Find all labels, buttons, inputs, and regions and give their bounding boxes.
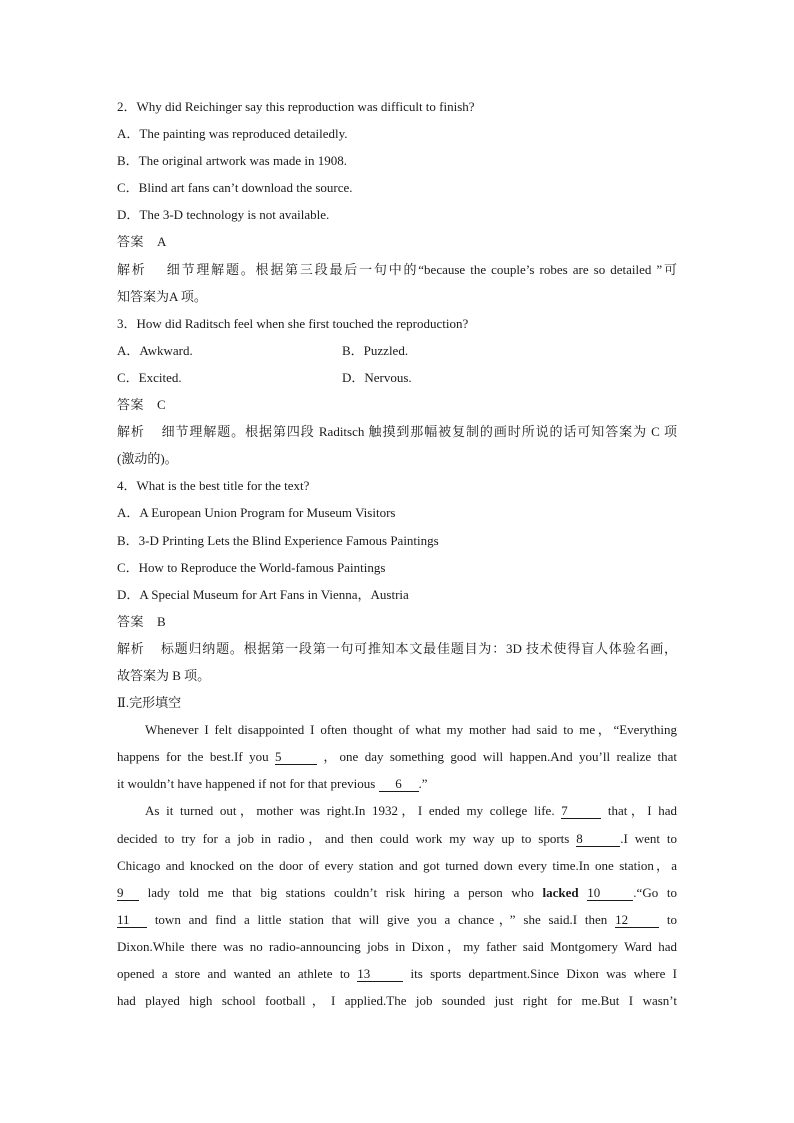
blank-9: 9 xyxy=(117,886,139,901)
blank-6: 6 xyxy=(379,777,419,792)
option-c: C．How to Reproduce the World-famous Paintings xyxy=(117,559,386,575)
option-row xyxy=(117,364,677,391)
analysis-line xyxy=(117,418,677,445)
answer-label: 答案 xyxy=(117,397,145,413)
answer-value: B xyxy=(157,613,166,629)
question-stem: 3．How did Raditsch feel when she first touched the reproduction? xyxy=(117,315,469,331)
passage-text: its sports department.Since Dixon was where I xyxy=(410,966,677,981)
answer-value: A xyxy=(157,234,167,250)
option-d: D．Nervous. xyxy=(342,369,412,385)
analysis-label: 解析 xyxy=(117,640,145,656)
passage-text: town and find a little station that will give you a chance，” she said.I then xyxy=(154,911,608,927)
blank-5: 5 xyxy=(275,750,317,765)
option-d: D．A Special Museum for Art Fans in Vienna，Austria xyxy=(117,586,409,602)
option-a: A．Awkward. xyxy=(117,342,193,358)
passage-line: Dixon.While there was no radio-announcing jobs in Dixon，my father said Montgomery Ward had xyxy=(117,938,677,954)
passage-line xyxy=(117,770,677,797)
option-b: B．3-D Printing Lets the Blind Experience Famous Paintings xyxy=(117,532,439,548)
answer-line xyxy=(117,608,677,635)
passage-text: it wouldn’t have happened if not for that previous xyxy=(117,776,376,792)
passage-bold-word: lacked xyxy=(542,884,579,900)
passage-line xyxy=(117,797,677,824)
blank-12: 12 xyxy=(615,913,659,928)
blank-13: 13 xyxy=(357,967,403,982)
passage-line xyxy=(117,960,677,987)
option-a: A．A European Union Program for Museum Visitors xyxy=(117,505,396,521)
option-c: C．Excited. xyxy=(117,369,182,385)
passage-text: ，one day something good will happen.And you’ll realize that xyxy=(323,749,677,765)
passage-text: .“Go to xyxy=(633,884,677,900)
analysis-label: 解析 xyxy=(117,424,145,440)
section-title: Ⅱ.完形填空 xyxy=(117,695,182,711)
passage-line xyxy=(117,825,677,852)
answer-label: 答案 xyxy=(117,234,145,250)
passage-text: opened a store and wanted an athlete to xyxy=(117,966,350,981)
blank-7: 7 xyxy=(561,804,601,819)
question-stem: 4．What is the best title for the text? xyxy=(117,478,310,494)
blank-8: 8 xyxy=(576,832,620,847)
analysis-text: 标题归纳题。根据第一段第一句可推知本文最佳题目为：3D 技术使得盲人体验名画， xyxy=(160,640,677,656)
passage-line: Whenever I felt disappointed I often thought of what my mother had said to me，“Everything xyxy=(145,722,677,738)
passage-text: that，I had xyxy=(607,803,677,819)
answer-value: C xyxy=(157,397,166,413)
answer-label: 答案 xyxy=(117,613,145,629)
option-row xyxy=(117,337,677,364)
passage-text: As it turned out，mother was right.In 1932，I ended my college life. xyxy=(145,803,555,819)
analysis-line: 知答案为A 项。 xyxy=(117,288,207,304)
analysis-label: 解析 xyxy=(117,261,147,277)
option-b: B．The original artwork was made in 1908. xyxy=(117,153,347,169)
analysis-line: 故答案为 B 项。 xyxy=(117,667,211,683)
option-b: B．Puzzled. xyxy=(342,342,409,358)
blank-10: 10 xyxy=(587,886,633,901)
passage-text: lady told me that big stations couldn’t risk hiring a person who xyxy=(147,884,534,900)
analysis-line: (激动的)。 xyxy=(117,451,178,467)
passage-text: happens for the best.If you xyxy=(117,749,269,765)
passage-line xyxy=(117,879,677,906)
passage-line xyxy=(117,906,677,933)
passage-line: had played high school football，I applied.The job sounded just right for me.But I wasn’t xyxy=(117,993,677,1009)
answer-line xyxy=(117,391,677,418)
analysis-line xyxy=(117,635,677,662)
passage-line xyxy=(117,743,677,770)
option-a: A．The painting was reproduced detailedly. xyxy=(117,126,348,142)
document-content xyxy=(117,93,677,1014)
passage-text: .” xyxy=(418,776,428,792)
option-d: D．The 3-D technology is not available. xyxy=(117,207,330,223)
passage-line: Chicago and knocked on the door of every station and got turned down every time.In one station，a xyxy=(117,857,677,873)
passage-text: decided to try for a job in radio，and then could work my way up to sports xyxy=(117,830,570,846)
passage-text: .I went to xyxy=(620,830,677,846)
analysis-text: 细节理解题。根据第三段最后一句中的“because the couple’s robes are so detailed ”可 xyxy=(166,261,677,277)
answer-line xyxy=(117,228,677,255)
option-c: C．Blind art fans can’t download the source. xyxy=(117,180,353,196)
question-stem: 2．Why did Reichinger say this reproduction was difficult to finish? xyxy=(117,99,475,114)
analysis-text: 细节理解题。根据第四段 Raditsch 触摸到那幅被复制的画时所说的话可知答案为 C 项 xyxy=(161,424,677,440)
blank-11: 11 xyxy=(117,913,147,928)
passage-text: to xyxy=(666,911,677,927)
analysis-line xyxy=(117,256,677,283)
